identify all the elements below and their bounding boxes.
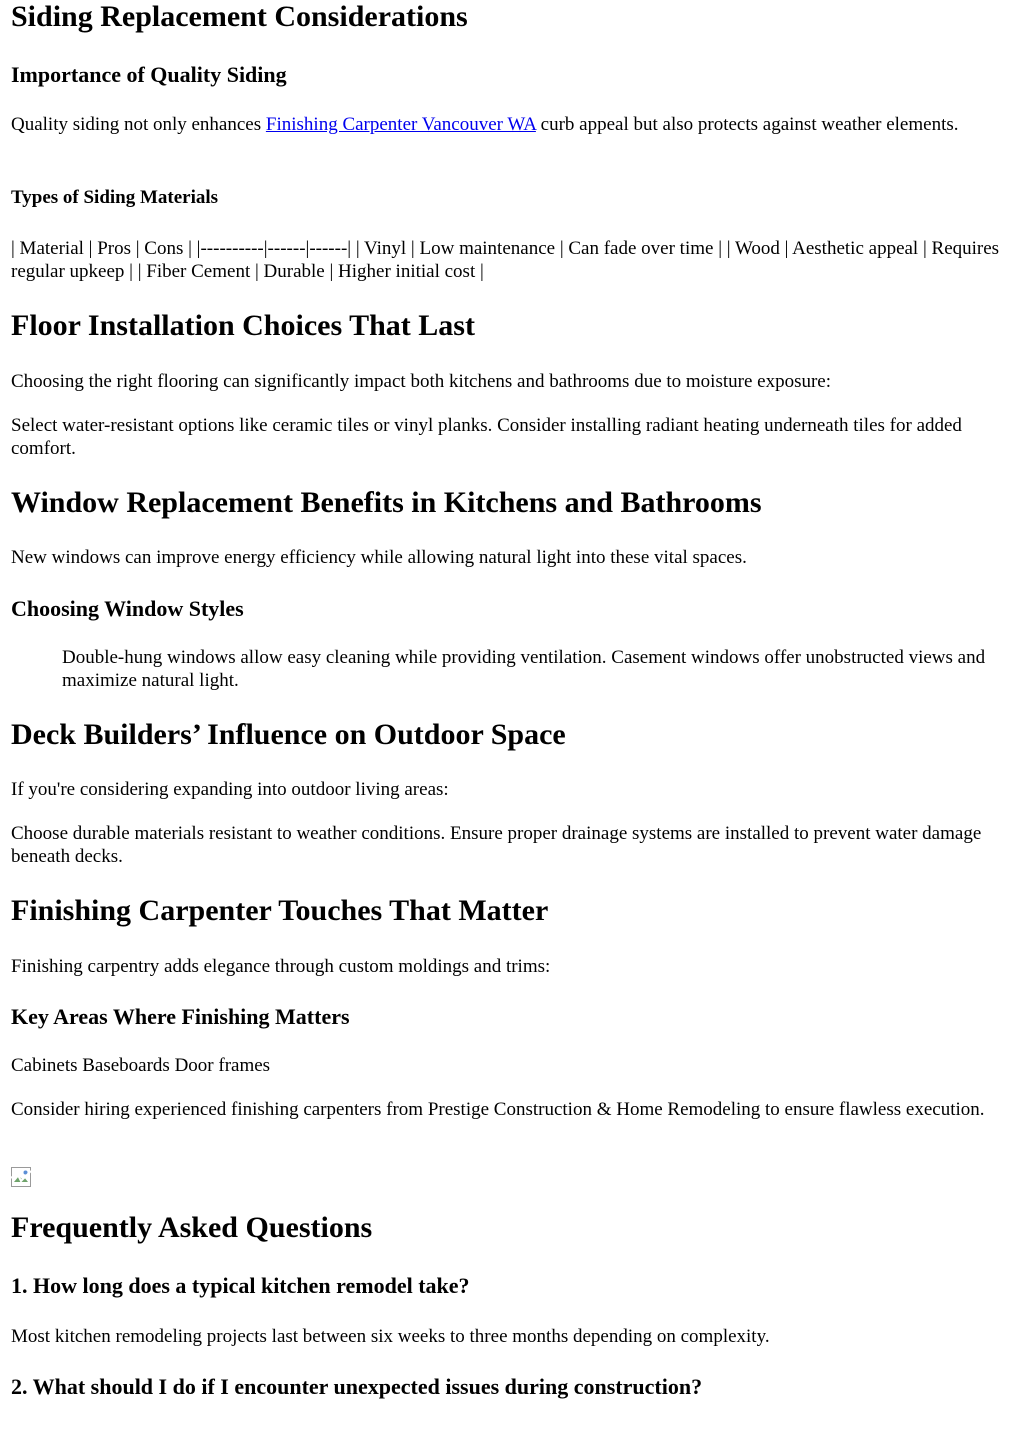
quality-siding-paragraph <box>11 113 1006 136</box>
deck-intro: If you're considering expanding into outdoor living areas: <box>11 779 449 800</box>
siding-types-heading: Types of Siding Materials <box>11 187 219 208</box>
finishing-section-title: Finishing Carpenter Touches That Matter <box>11 894 549 927</box>
faq-question-2: 2. What should I do if I encounter unexpected issues during construction? <box>11 1374 703 1399</box>
window-section-title: Window Replacement Benefits in Kitchens and Bathrooms <box>11 486 762 519</box>
broken-image-icon <box>11 1167 31 1187</box>
finishing-intro: Finishing carpentry adds elegance through custom moldings and trims: <box>11 956 551 977</box>
faq-section-title: Frequently Asked Questions <box>11 1211 373 1244</box>
siding-section-title: Siding Replacement Considerations <box>11 0 468 33</box>
window-styles-text: Double-hung windows allow easy cleaning while providing ventilation. Casement windows offer unobstructed views and maximize natural light. <box>62 647 986 691</box>
quality-text-before: Quality siding not only enhances <box>11 114 266 135</box>
finishing-areas-list: Cabinets Baseboards Door frames <box>11 1055 271 1076</box>
finishing-areas-heading: Key Areas Where Finishing Matters <box>11 1004 350 1029</box>
faq-question-1: 1. How long does a typical kitchen remodel take? <box>11 1273 470 1298</box>
floor-section-title: Floor Installation Choices That Last <box>11 309 475 342</box>
siding-types-table-text: | Material | Pros | Cons | |----------|------|------| | Vinyl | Low maintenance | Can fade over time | | Wood | Aesthetic appeal | Requires regular upkeep | | Fiber Cement | Durable | Higher initial cost | <box>11 238 1000 282</box>
deck-section-title: Deck Builders’ Influence on Outdoor Space <box>11 718 566 751</box>
faq-answer-1: Most kitchen remodeling projects last between six weeks to three months depending on complexity. <box>11 1326 770 1347</box>
deck-text: Choose durable materials resistant to weather conditions. Ensure proper drainage systems are installed to prevent water damage beneath decks. <box>11 823 982 867</box>
window-intro: New windows can improve energy efficiency while allowing natural light into these vital spaces. <box>11 547 747 568</box>
window-styles-heading: Choosing Window Styles <box>11 596 244 621</box>
quality-text-after: curb appeal but also protects against weather elements. <box>535 114 959 135</box>
quality-siding-heading: Importance of Quality Siding <box>11 62 287 87</box>
finishing-hire-text: Consider hiring experienced finishing carpenters from Prestige Construction & Home Remodeling to ensure flawless execution. <box>11 1099 985 1120</box>
finishing-carpenter-link[interactable]: Finishing Carpenter Vancouver WA <box>265 114 536 135</box>
floor-text: Select water-resistant options like ceramic tiles or vinyl planks. Consider installing radiant heating underneath tiles for added comfort. <box>11 415 962 459</box>
floor-intro: Choosing the right flooring can significantly impact both kitchens and bathrooms due to moisture exposure: <box>11 371 832 392</box>
